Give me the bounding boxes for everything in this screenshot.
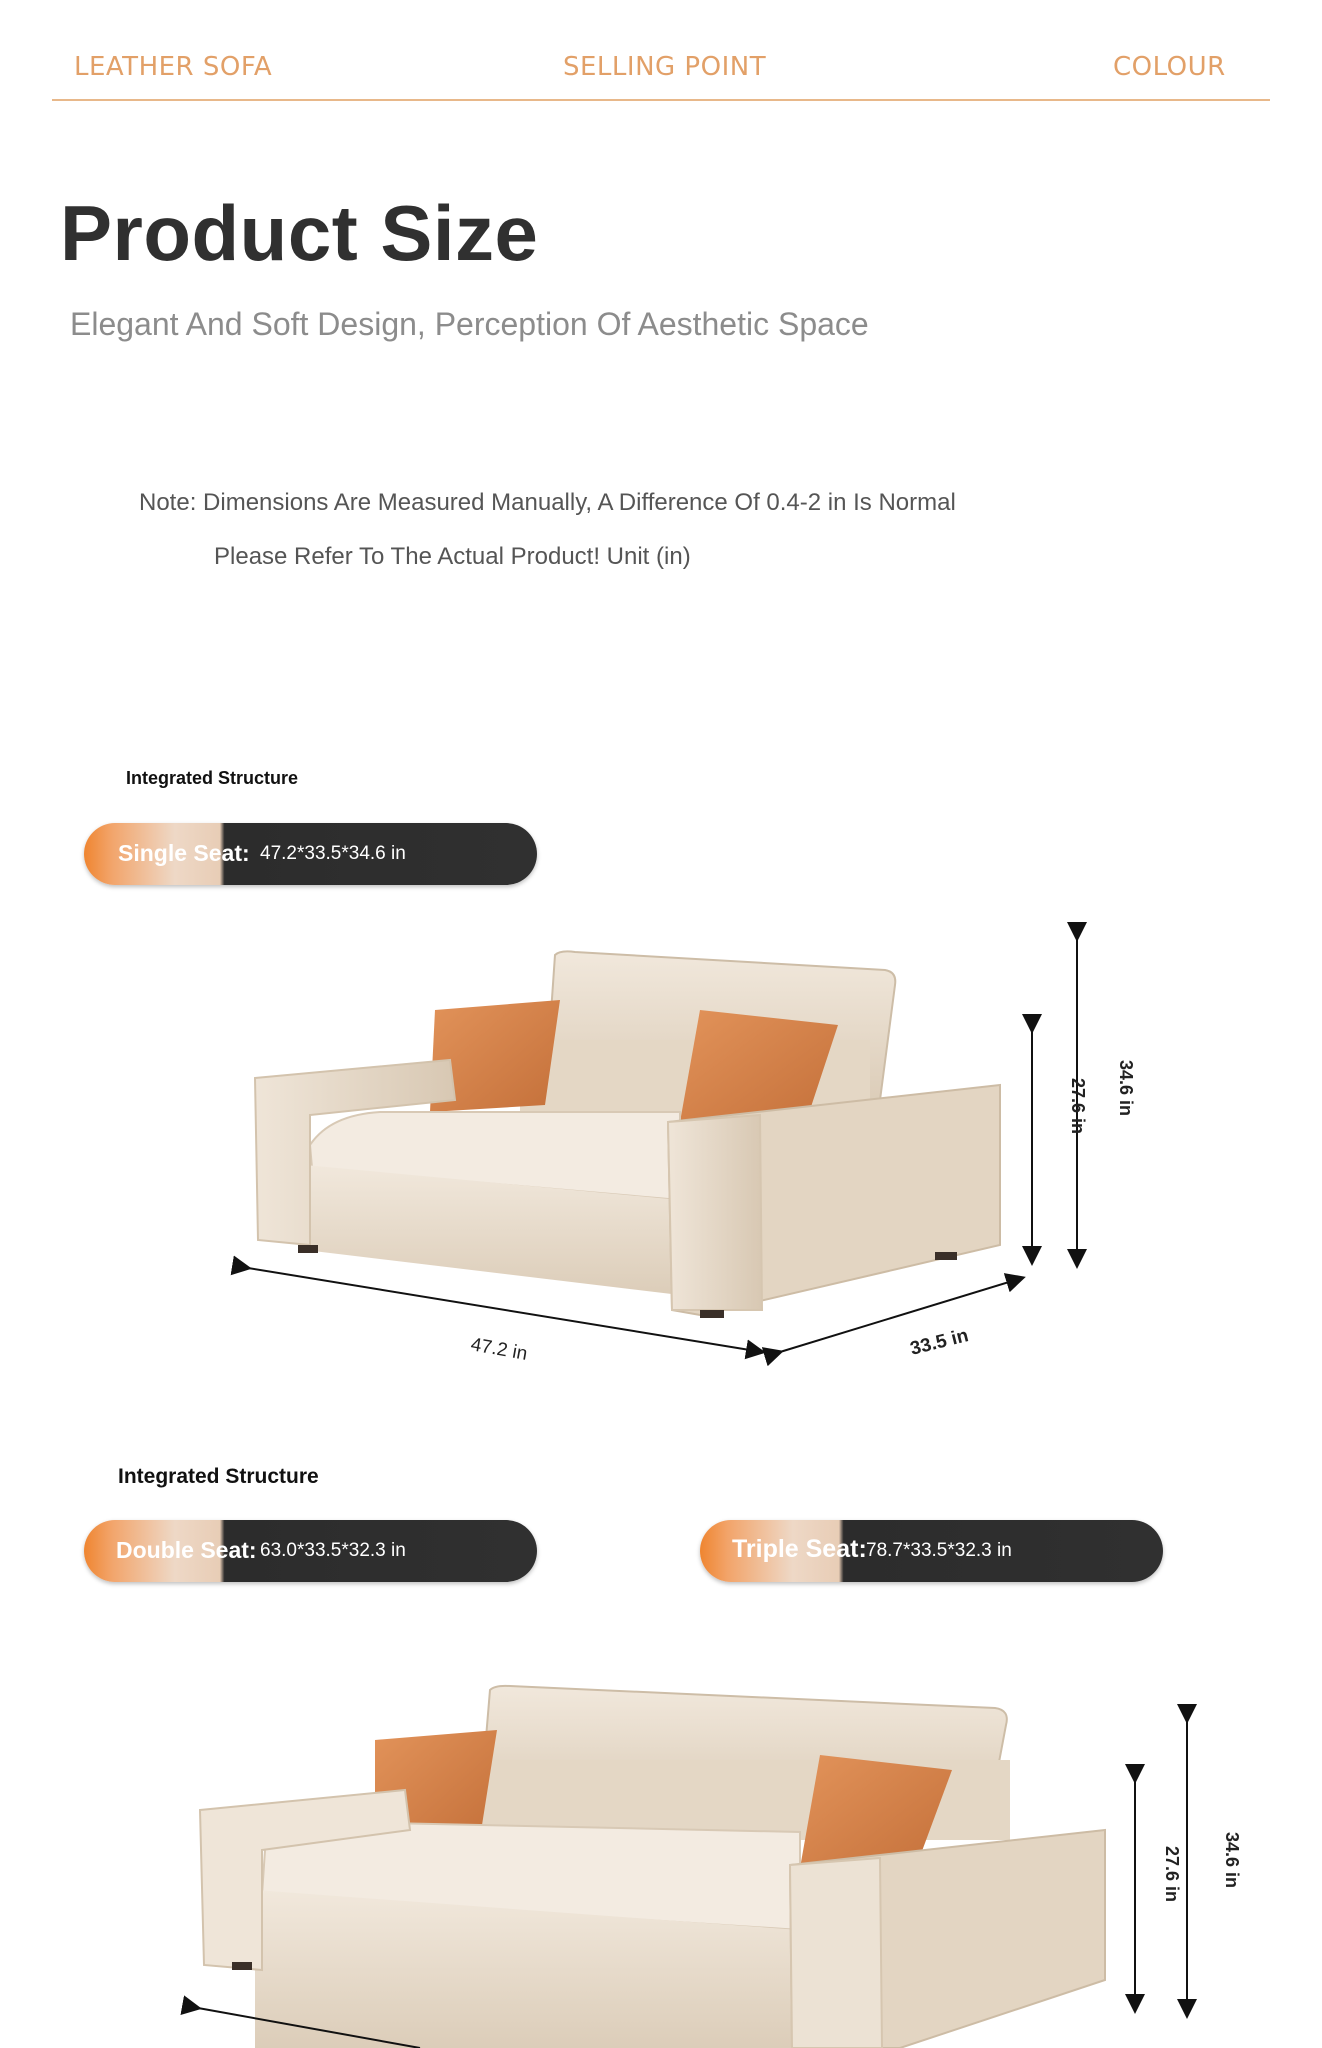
measurement-note: Note: Dimensions Are Measured Manually, A Difference Of 0.4-2 in Is Normal — [139, 489, 956, 516]
single-seat-label: Single Seat: — [118, 840, 250, 866]
unit-note: Please Refer To The Actual Product! Unit (in) — [214, 543, 691, 570]
nav-divider — [52, 99, 1270, 101]
triple-seat-dims: 78.7*33.5*32.3 in — [866, 1540, 1012, 1561]
seat-height-label: 27.6 in — [1162, 1846, 1182, 1903]
double-seat-dims: 63.0*33.5*32.3 in — [260, 1540, 406, 1561]
multi-seat-sofa-image — [0, 1640, 1322, 2048]
total-height-label: 34.6 in — [1222, 1832, 1242, 1889]
nav-leather-sofa[interactable]: LEATHER SOFA — [74, 52, 273, 82]
single-seat-dims: 47.2*33.5*34.6 in — [260, 843, 406, 864]
total-height-label: 34.6 in — [1116, 1060, 1136, 1117]
seat-height-label: 27.6 in — [1068, 1078, 1088, 1135]
single-seat-sofa-image — [0, 900, 1322, 1400]
nav-colour[interactable]: COLOUR — [1113, 52, 1226, 82]
double-seat-label: Double Seat: — [116, 1537, 257, 1563]
structure-label: Integrated Structure — [126, 768, 299, 788]
page-subtitle: Elegant And Soft Design, Perception Of Aesthetic Space — [70, 306, 869, 342]
nav-selling-point[interactable]: SELLING POINT — [563, 52, 767, 82]
depth-dimension-line — [780, 1278, 1022, 1352]
triple-seat-label: Triple Seat: — [732, 1535, 867, 1563]
width-label: 47.2 in — [469, 1334, 529, 1365]
depth-label: 33.5 in — [908, 1325, 971, 1360]
double-seat-badge — [84, 1520, 537, 1582]
single-seat-badge — [84, 823, 537, 885]
triple-seat-badge — [700, 1520, 1163, 1582]
page-title: Product Size — [60, 189, 539, 277]
structure-label-multi: Integrated Structure — [118, 1465, 319, 1488]
